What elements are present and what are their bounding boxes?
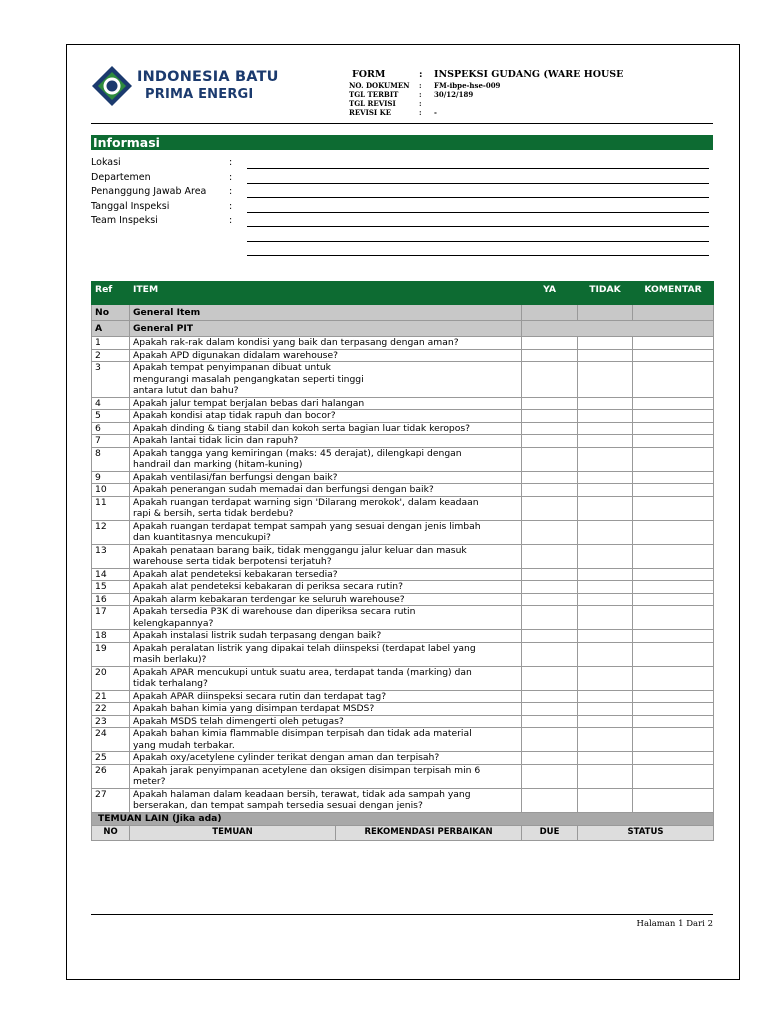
- table-row: [92, 788, 714, 812]
- table-row: [92, 666, 714, 690]
- info-row-extra: [91, 230, 713, 245]
- table-row: [92, 422, 714, 435]
- fill-in-line[interactable]: [247, 226, 709, 227]
- meta-form-value: INSPEKSI GUDANG (WARE HOUSE: [434, 69, 624, 80]
- table-row: [92, 410, 714, 423]
- item-text: Apakah tempat penyimpanan dibuat untuk mengurangi masalah pengangkatan seperti tinggi antara lutut dan bahu?: [130, 362, 522, 398]
- section-row-general-item: [92, 305, 714, 321]
- table-row: [92, 715, 714, 728]
- info-row-team: [91, 215, 713, 230]
- item-ref: 18: [92, 630, 130, 643]
- brand-name-line1: INDONESIA BATU: [137, 69, 279, 85]
- komentar-cell[interactable]: [633, 496, 714, 520]
- inspection-table: [91, 281, 714, 841]
- col-header-ref: Ref: [92, 282, 130, 305]
- table-row: [92, 703, 714, 716]
- item-text: Apakah tersedia P3K di warehouse dan diperiksa secara rutin kelengkapannya?: [130, 606, 522, 630]
- ya-cell[interactable]: [522, 581, 578, 594]
- info-label: Tanggal Inspeksi: [91, 200, 170, 212]
- tidak-cell[interactable]: [578, 630, 633, 643]
- komentar-cell[interactable]: [633, 715, 714, 728]
- meta-label: TGL REVISI: [349, 99, 396, 108]
- item-ref: 7: [92, 435, 130, 448]
- item-ref: 13: [92, 544, 130, 568]
- info-label: Departemen: [91, 171, 151, 183]
- item-ref: 3: [92, 362, 130, 398]
- meta-label: NO. DOKUMEN: [349, 81, 410, 90]
- ya-cell[interactable]: [522, 435, 578, 448]
- item-ref: 27: [92, 788, 130, 812]
- table-row: [92, 606, 714, 630]
- ya-cell[interactable]: [522, 422, 578, 435]
- ya-cell[interactable]: [522, 606, 578, 630]
- item-ref: 5: [92, 410, 130, 423]
- section-row-general-pit: [92, 321, 714, 337]
- ya-cell[interactable]: [522, 397, 578, 410]
- info-row-departemen: [91, 172, 713, 187]
- item-ref: 8: [92, 447, 130, 471]
- meta-form-label: FORM: [352, 69, 386, 80]
- ya-cell[interactable]: [522, 642, 578, 666]
- item-text: Apakah bahan kimia flammable disimpan terpisah dan tidak ada material yang mudah terbakar.: [130, 728, 522, 752]
- item-text: Apakah oxy/acetylene cylinder terikat dengan aman dan terpisah?: [130, 752, 522, 765]
- ya-cell[interactable]: [522, 337, 578, 350]
- komentar-cell[interactable]: [633, 593, 714, 606]
- item-text: Apakah penataan barang baik, tidak menggangu jalur keluar dan masuk warehouse serta tidak berpotensi terjatuh?: [130, 544, 522, 568]
- komentar-cell[interactable]: [633, 788, 714, 812]
- item-ref: 21: [92, 690, 130, 703]
- temuan-title-row: [92, 812, 714, 825]
- item-ref: 6: [92, 422, 130, 435]
- temuan-header-due: DUE: [522, 825, 578, 840]
- tidak-cell[interactable]: [578, 520, 633, 544]
- table-row: [92, 397, 714, 410]
- item-ref: 24: [92, 728, 130, 752]
- info-colon: :: [229, 215, 233, 226]
- meta-value: FM-ibpe-hse-009: [434, 81, 501, 90]
- komentar-cell[interactable]: [633, 410, 714, 423]
- table-row: [92, 349, 714, 362]
- item-text: Apakah ventilasi/fan berfungsi dengan baik?: [130, 471, 522, 484]
- info-row-tanggal: [91, 201, 713, 216]
- table-row: [92, 496, 714, 520]
- ya-cell[interactable]: [522, 593, 578, 606]
- page-number: Halaman 1 Dari 2: [636, 919, 713, 929]
- komentar-cell[interactable]: [633, 642, 714, 666]
- tidak-cell[interactable]: [578, 764, 633, 788]
- item-text: Apakah dinding & tiang stabil dan kokoh serta bagian luar tidak keropos?: [130, 422, 522, 435]
- fill-in-line[interactable]: [247, 183, 709, 184]
- tidak-cell[interactable]: [578, 715, 633, 728]
- table-row: [92, 484, 714, 497]
- item-text: Apakah APAR mencukupi untuk suatu area, terdapat tanda (marking) dan tidak terhalang?: [130, 666, 522, 690]
- tidak-cell[interactable]: [578, 362, 633, 398]
- meta-colon: :: [419, 81, 422, 90]
- tidak-cell[interactable]: [578, 666, 633, 690]
- ya-cell[interactable]: [522, 690, 578, 703]
- table-row: [92, 764, 714, 788]
- meta-label: TGL TERBIT: [349, 90, 399, 99]
- komentar-cell[interactable]: [633, 666, 714, 690]
- ya-cell[interactable]: [522, 447, 578, 471]
- section-ref: No: [92, 305, 130, 321]
- info-label: Team Inspeksi: [91, 215, 158, 226]
- item-text: Apakah bahan kimia yang disimpan terdapat MSDS?: [130, 703, 522, 716]
- tidak-cell[interactable]: [578, 337, 633, 350]
- table-row: [92, 642, 714, 666]
- tidak-cell[interactable]: [578, 349, 633, 362]
- ya-cell[interactable]: [522, 764, 578, 788]
- item-ref: 26: [92, 764, 130, 788]
- temuan-section: [92, 812, 714, 840]
- table-row: [92, 690, 714, 703]
- ya-cell[interactable]: [522, 496, 578, 520]
- info-label: Lokasi: [91, 157, 121, 168]
- temuan-header-rekomendasi: REKOMENDASI PERBAIKAN: [336, 825, 522, 840]
- header-divider: [91, 123, 713, 124]
- komentar-cell[interactable]: [633, 568, 714, 581]
- col-header-item: ITEM: [130, 282, 522, 305]
- tidak-cell[interactable]: [578, 397, 633, 410]
- item-text: Apakah tangga yang kemiringan (maks: 45 derajat), dilengkapi dengan handrail dan marking (hitam-kuning): [130, 447, 522, 471]
- item-ref: 9: [92, 471, 130, 484]
- ya-cell[interactable]: [522, 544, 578, 568]
- table-row: [92, 520, 714, 544]
- item-text: Apakah MSDS telah dimengerti oleh petugas?: [130, 715, 522, 728]
- item-text: Apakah APD digunakan didalam warehouse?: [130, 349, 522, 362]
- komentar-cell[interactable]: [633, 422, 714, 435]
- info-row-penanggung-jawab: [91, 186, 713, 201]
- empty-cell: [633, 305, 714, 321]
- tidak-cell[interactable]: [578, 496, 633, 520]
- table-row: [92, 447, 714, 471]
- item-text: Apakah alat pendeteksi kebakaran tersedia?: [130, 568, 522, 581]
- item-text: Apakah rak-rak dalam kondisi yang baik dan terpasang dengan aman?: [130, 337, 522, 350]
- ya-cell[interactable]: [522, 471, 578, 484]
- komentar-cell[interactable]: [633, 581, 714, 594]
- fill-in-line[interactable]: [247, 241, 709, 242]
- item-text: Apakah lantai tidak licin dan rapuh?: [130, 435, 522, 448]
- info-colon: :: [229, 157, 233, 168]
- ya-cell[interactable]: [522, 410, 578, 423]
- tidak-cell[interactable]: [578, 484, 633, 497]
- table-row: [92, 568, 714, 581]
- komentar-cell[interactable]: [633, 337, 714, 350]
- item-ref: 25: [92, 752, 130, 765]
- tidak-cell[interactable]: [578, 422, 633, 435]
- item-ref: 1: [92, 337, 130, 350]
- tidak-cell[interactable]: [578, 581, 633, 594]
- meta-value: 30/12/189: [434, 90, 474, 99]
- temuan-header-no: NO: [92, 825, 130, 840]
- ya-cell[interactable]: [522, 788, 578, 812]
- table-row: [92, 581, 714, 594]
- temuan-header-temuan: TEMUAN: [130, 825, 336, 840]
- table-row: [92, 630, 714, 643]
- item-text: Apakah peralatan listrik yang dipakai telah diinspeksi (terdapat label yang masih berlaku)?: [130, 642, 522, 666]
- komentar-cell[interactable]: [633, 484, 714, 497]
- footer-divider: [91, 914, 713, 915]
- komentar-cell[interactable]: [633, 544, 714, 568]
- komentar-cell[interactable]: [633, 764, 714, 788]
- komentar-cell[interactable]: [633, 606, 714, 630]
- temuan-title: TEMUAN LAIN (Jika ada): [92, 812, 714, 825]
- komentar-cell[interactable]: [633, 349, 714, 362]
- ya-cell[interactable]: [522, 630, 578, 643]
- info-row-extra: [91, 244, 713, 259]
- table-row: [92, 593, 714, 606]
- tidak-cell[interactable]: [578, 544, 633, 568]
- ya-cell[interactable]: [522, 715, 578, 728]
- info-label: Penanggung Jawab Area: [91, 186, 207, 197]
- meta-colon: :: [419, 90, 422, 99]
- section-ref: A: [92, 321, 130, 337]
- item-ref: 2: [92, 349, 130, 362]
- item-text: Apakah halaman dalam keadaan bersih, terawat, tidak ada sampah yang berserakan, dan tempat sampah tersedia sesuai dengan jenis?: [130, 788, 522, 812]
- fill-in-line[interactable]: [247, 255, 709, 256]
- item-text: Apakah ruangan terdapat tempat sampah yang sesuai dengan jenis limbah dan kuantitasnya mencukupi?: [130, 520, 522, 544]
- item-ref: 20: [92, 666, 130, 690]
- item-text: Apakah jalur tempat berjalan bebas dari halangan: [130, 397, 522, 410]
- item-ref: 19: [92, 642, 130, 666]
- tidak-cell[interactable]: [578, 447, 633, 471]
- ya-cell[interactable]: [522, 666, 578, 690]
- brand-name-line2: PRIMA ENERGI: [145, 87, 254, 102]
- empty-cell: [522, 305, 578, 321]
- ya-cell[interactable]: [522, 703, 578, 716]
- komentar-cell[interactable]: [633, 397, 714, 410]
- table-row: [92, 728, 714, 752]
- table-row: [92, 362, 714, 398]
- item-ref: 15: [92, 581, 130, 594]
- item-ref: 12: [92, 520, 130, 544]
- info-section-title: Informasi: [91, 135, 713, 150]
- fill-in-line[interactable]: [247, 212, 709, 213]
- meta-colon: :: [419, 99, 422, 108]
- ya-cell[interactable]: [522, 752, 578, 765]
- komentar-cell[interactable]: [633, 520, 714, 544]
- tidak-cell[interactable]: [578, 593, 633, 606]
- item-ref: 10: [92, 484, 130, 497]
- item-text: Apakah kondisi atap tidak rapuh dan bocor?: [130, 410, 522, 423]
- meta-label: REVISI KE: [349, 108, 392, 117]
- tidak-cell[interactable]: [578, 690, 633, 703]
- komentar-cell[interactable]: [633, 752, 714, 765]
- komentar-cell[interactable]: [633, 471, 714, 484]
- meta-colon: :: [419, 108, 422, 117]
- table-row: [92, 337, 714, 350]
- tidak-cell[interactable]: [578, 410, 633, 423]
- komentar-cell[interactable]: [633, 630, 714, 643]
- komentar-cell[interactable]: [633, 362, 714, 398]
- table-row: [92, 752, 714, 765]
- col-header-komentar: KOMENTAR: [633, 282, 714, 305]
- table-row: [92, 544, 714, 568]
- item-ref: 11: [92, 496, 130, 520]
- item-ref: 4: [92, 397, 130, 410]
- item-text: Apakah penerangan sudah memadai dan berfungsi dengan baik?: [130, 484, 522, 497]
- item-text: Apakah jarak penyimpanan acetylene dan oksigen disimpan terpisah min 6 meter?: [130, 764, 522, 788]
- table-row: [92, 435, 714, 448]
- col-header-tidak: TIDAK: [578, 282, 633, 305]
- tidak-cell[interactable]: [578, 606, 633, 630]
- item-text: Apakah alarm kebakaran terdengar ke seluruh warehouse?: [130, 593, 522, 606]
- empty-cell: [522, 321, 714, 337]
- info-row-lokasi: [91, 157, 713, 172]
- item-text: Apakah ruangan terdapat warning sign 'Dilarang merokok', dalam keadaan rapi & bersih, serta tidak berdebu?: [130, 496, 522, 520]
- ya-cell[interactable]: [522, 568, 578, 581]
- item-ref: 14: [92, 568, 130, 581]
- empty-cell: [578, 305, 633, 321]
- ya-cell[interactable]: [522, 362, 578, 398]
- col-header-ya: YA: [522, 282, 578, 305]
- temuan-header-row: [92, 825, 714, 840]
- ya-cell[interactable]: [522, 484, 578, 497]
- tidak-cell[interactable]: [578, 752, 633, 765]
- meta-value: -: [434, 108, 437, 117]
- meta-colon: :: [419, 69, 423, 80]
- komentar-cell[interactable]: [633, 728, 714, 752]
- company-logo-icon: [91, 65, 133, 107]
- item-ref: 16: [92, 593, 130, 606]
- ya-cell[interactable]: [522, 728, 578, 752]
- section-title: General PIT: [130, 321, 522, 337]
- fill-in-line[interactable]: [247, 168, 709, 169]
- tidak-cell[interactable]: [578, 435, 633, 448]
- komentar-cell[interactable]: [633, 435, 714, 448]
- komentar-cell[interactable]: [633, 690, 714, 703]
- table-header-row: [92, 282, 714, 305]
- fill-in-line[interactable]: [247, 197, 709, 198]
- info-colon: :: [229, 200, 233, 212]
- table-row: [92, 471, 714, 484]
- tidak-cell[interactable]: [578, 703, 633, 716]
- item-ref: 17: [92, 606, 130, 630]
- tidak-cell[interactable]: [578, 728, 633, 752]
- komentar-cell[interactable]: [633, 447, 714, 471]
- info-fields: [91, 157, 713, 259]
- document-page: [66, 44, 740, 980]
- item-text: Apakah APAR diinspeksi secara rutin dan terdapat tag?: [130, 690, 522, 703]
- tidak-cell[interactable]: [578, 471, 633, 484]
- tidak-cell[interactable]: [578, 568, 633, 581]
- inspection-table-body: [92, 305, 714, 813]
- item-text: Apakah instalasi listrik sudah terpasang dengan baik?: [130, 630, 522, 643]
- item-ref: 22: [92, 703, 130, 716]
- tidak-cell[interactable]: [578, 642, 633, 666]
- temuan-header-status: STATUS: [578, 825, 714, 840]
- ya-cell[interactable]: [522, 520, 578, 544]
- komentar-cell[interactable]: [633, 703, 714, 716]
- item-ref: 23: [92, 715, 130, 728]
- info-colon: :: [229, 171, 233, 183]
- ya-cell[interactable]: [522, 349, 578, 362]
- section-title: General Item: [130, 305, 522, 321]
- tidak-cell[interactable]: [578, 788, 633, 812]
- info-colon: :: [229, 186, 233, 197]
- item-text: Apakah alat pendeteksi kebakaran di periksa secara rutin?: [130, 581, 522, 594]
